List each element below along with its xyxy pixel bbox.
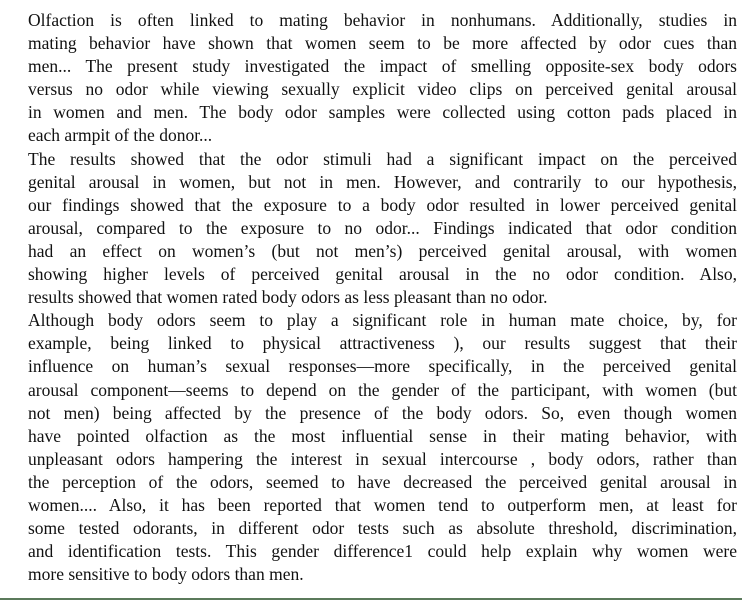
paragraph-1 (9, 9, 737, 148)
text-line: The results showed that the odor stimuli had a significant impact on the perceived (28, 148, 737, 169)
text-line: influence on human’s sexual responses—more specifically, in the perceived genital (28, 356, 737, 377)
text-line: in women and men. The body odor samples were collected using cotton pads placed in (28, 102, 737, 123)
text-line: results showed that women rated body odors as less pleasant than no odor. (28, 287, 548, 308)
document-body (9, 9, 737, 586)
text-line: versus no odor while viewing sexually explicit video clips on perceived genital arousal (28, 79, 737, 100)
text-line: Olfaction is often linked to mating behavior in nonhumans. Additionally, studies in (28, 10, 737, 30)
text-line: and identification tests. This gender difference1 could help explain why women were (28, 541, 737, 562)
text-line: men... The present study investigated the impact of smelling opposite-sex body odors (28, 56, 737, 77)
text-line: our findings showed that the exposure to a body odor resulted in lower perceived genital (28, 194, 737, 215)
text-line: arousal, compared to the exposure to no odor... Findings indicated that odor condition (28, 217, 737, 238)
text-line: showing higher levels of perceived genital arousal in the no odor condition. Also, (28, 264, 737, 285)
text-line: example, being linked to physical attractiveness ), our results suggest that their (28, 333, 737, 354)
paragraph-3 (9, 309, 737, 586)
text-line: unpleasant odors hampering the interest in sexual intercourse , body odors, rather than (28, 448, 737, 469)
text-line: had an effect on women’s (but not men’s) perceived genital arousal, with women (28, 240, 737, 261)
text-line: some tested odorants, in different odor tests such as absolute threshold, discrimination, (28, 518, 737, 539)
text-line: not men) being affected by the presence of the body odors. So, even though women (28, 402, 737, 423)
text-line: women.... Also, it has been reported that women tend to outperform men, at least for (28, 494, 737, 515)
paragraph-2 (9, 148, 737, 310)
text-line: Although body odors seem to play a significant role in human mate choice, by, for (28, 310, 737, 331)
text-line: mating behavior have shown that women seem to be more affected by odor cues than (28, 33, 737, 54)
text-line: arousal component—seems to depend on the gender of the participant, with women (but (28, 379, 737, 400)
text-line: more sensitive to body odors than men. (28, 564, 304, 585)
text-line: the perception of the odors, seemed to have decreased the perceived genital arousal in (28, 471, 737, 492)
text-line: genital arousal in women, but not in men. However, and contrarily to our hypothesis, (28, 171, 737, 192)
text-line: have pointed olfaction as the most influential sense in their mating behavior, with (28, 425, 737, 446)
text-line: each armpit of the donor... (28, 125, 213, 146)
